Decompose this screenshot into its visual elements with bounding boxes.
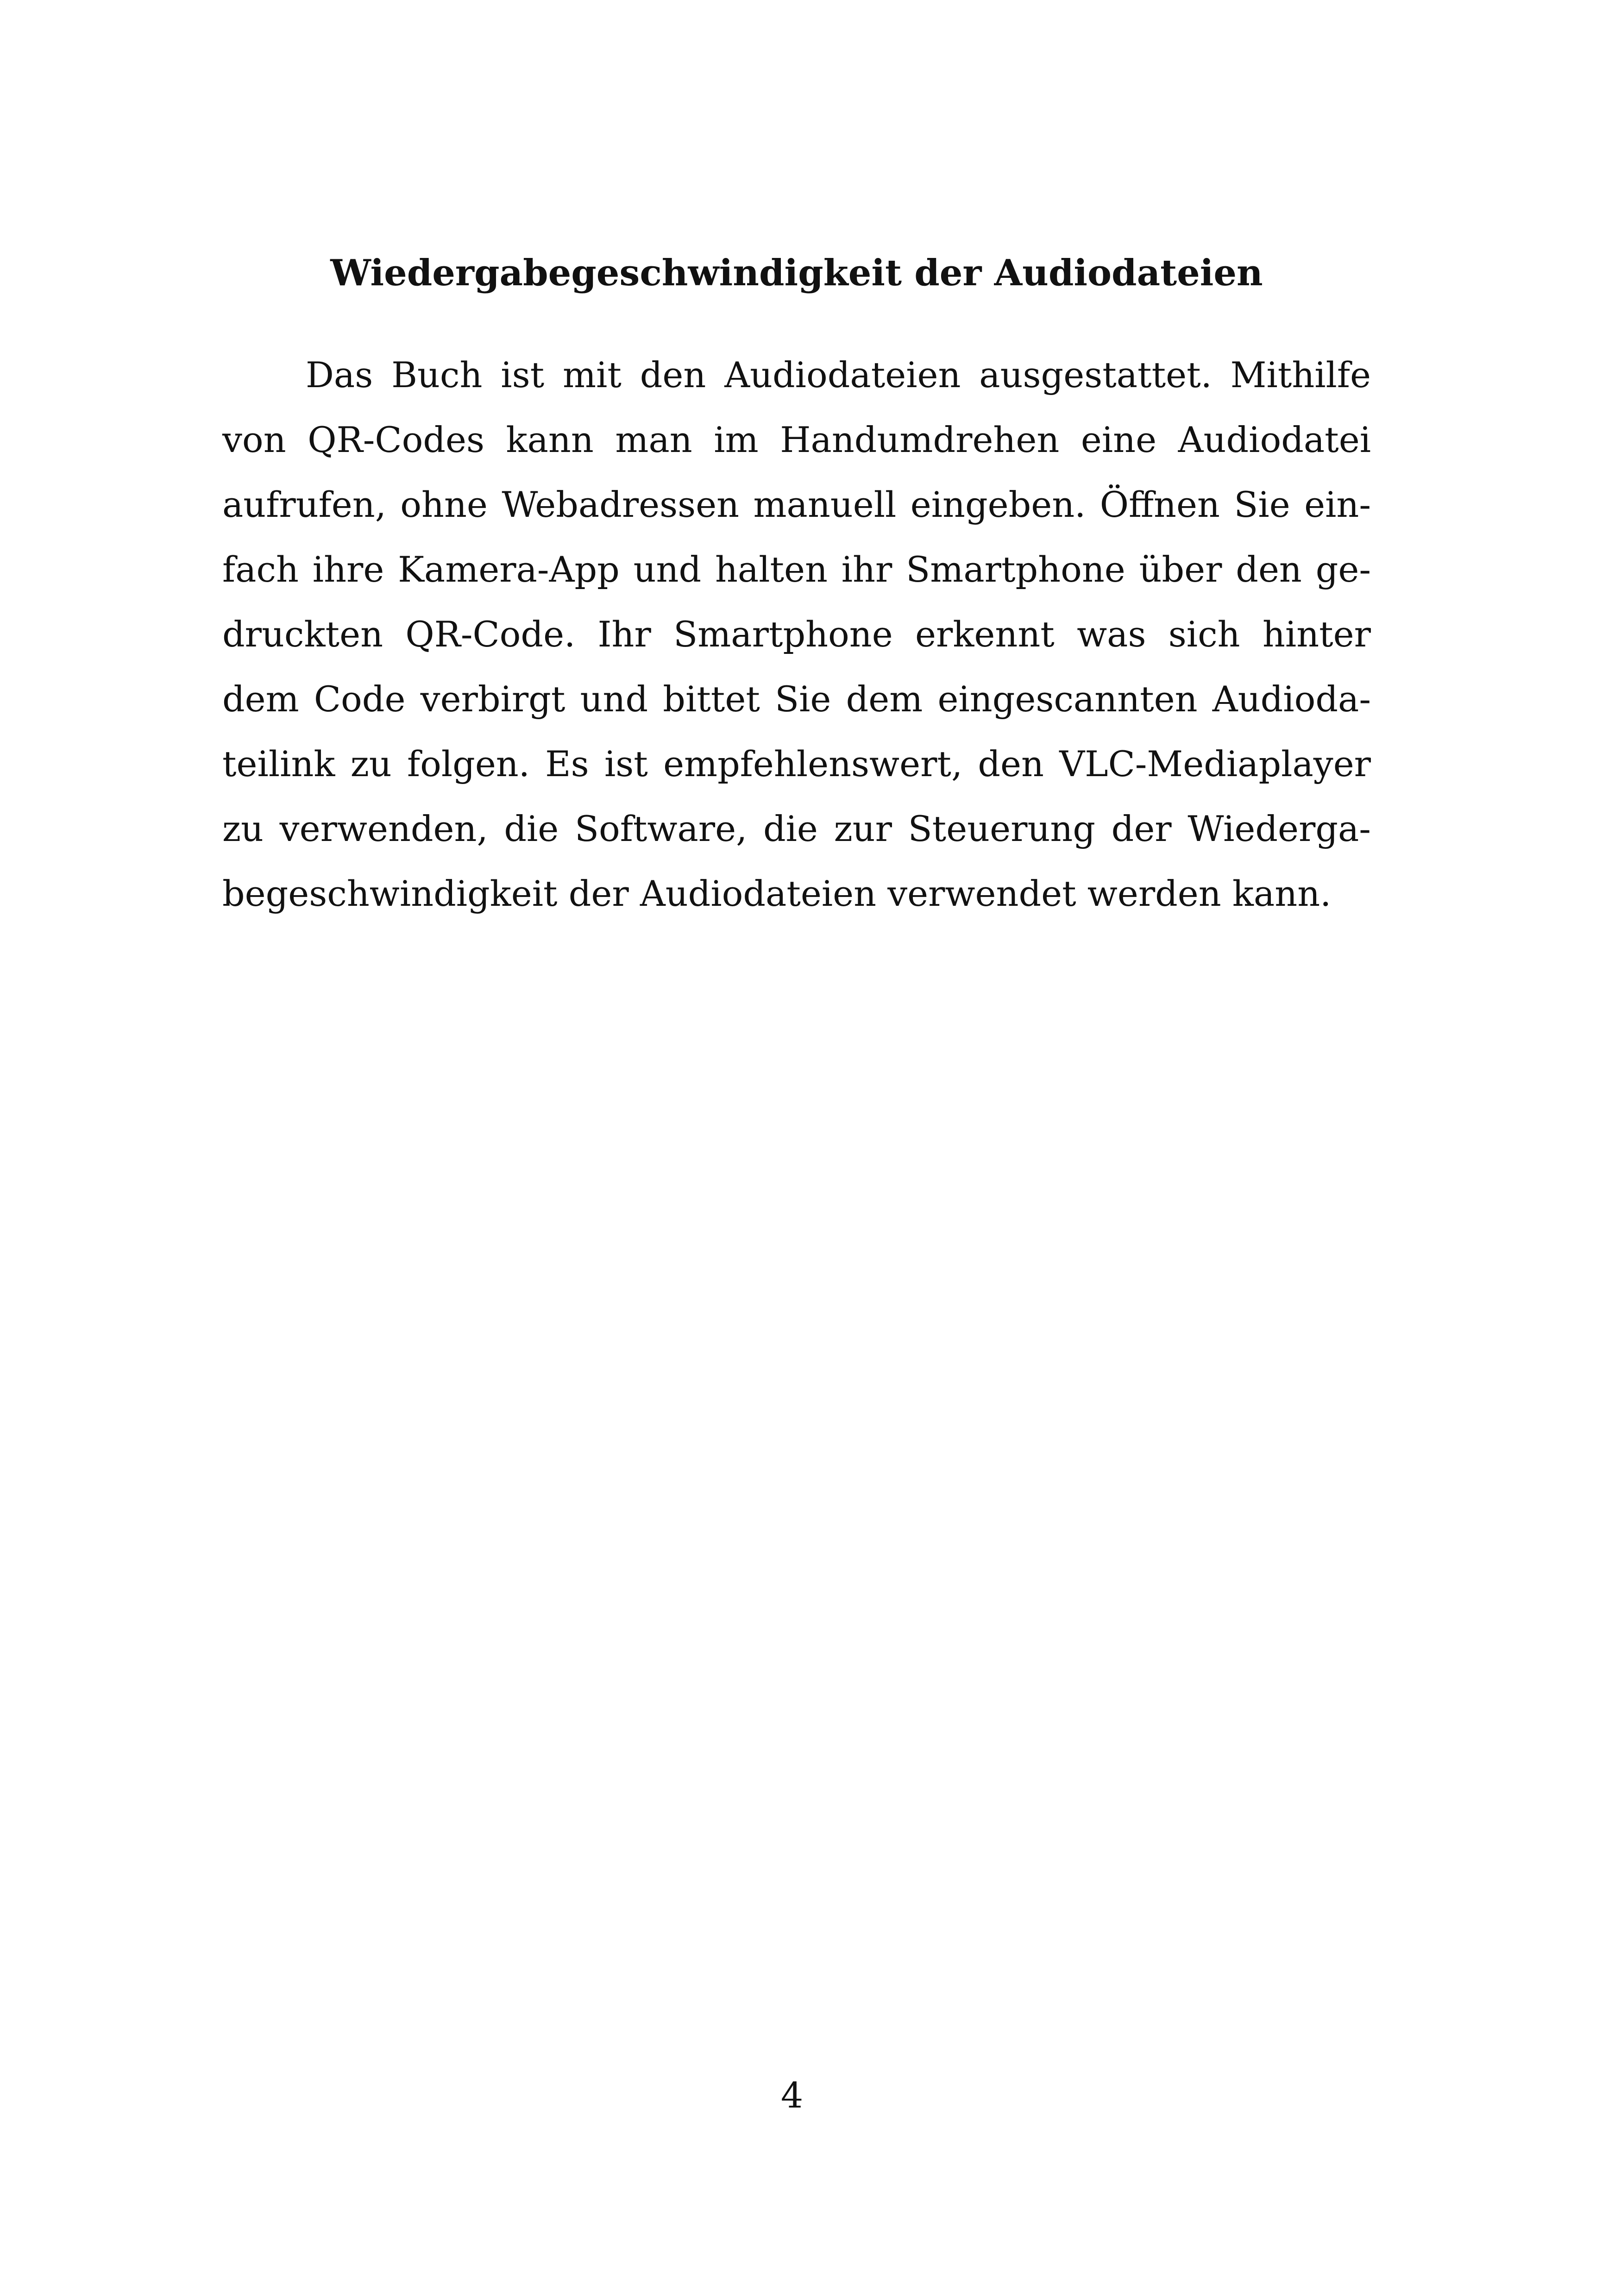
- paragraph-line: druckten QR-Code. Ihr Smartphone erkennt was sich hinter: [222, 614, 1371, 655]
- paragraph-line: teilink zu folgen. Es ist empfehlenswert, den VLC-Mediaplayer: [222, 743, 1371, 784]
- paragraph-line: von QR-Codes kann man im Handumdrehen eine Audiodatei: [222, 419, 1371, 460]
- paragraph-line: fach ihre Kamera-App und halten ihr Smartphone über den ge-: [222, 549, 1371, 590]
- paragraph-line: dem Code verbirgt und bittet Sie dem eingescannten Audioda-: [222, 678, 1371, 720]
- body-paragraph: [222, 343, 1371, 926]
- paragraph-line: zu verwenden, die Software, die zur Steuerung der Wiederga-: [222, 808, 1371, 849]
- paragraph-line: aufrufen, ohne Webadressen manuell eingeben. Öffnen Sie ein-: [222, 484, 1371, 525]
- paragraph-line: begeschwindigkeit der Audiodateien verwendet werden kann.: [222, 873, 1332, 914]
- paragraph-line: Das Buch ist mit den Audiodateien ausgestattet. Mithilfe: [306, 354, 1371, 395]
- page-number: 4: [780, 2075, 804, 2116]
- page-title: Wiedergabegeschwindigkeit der Audiodateien: [330, 252, 1263, 294]
